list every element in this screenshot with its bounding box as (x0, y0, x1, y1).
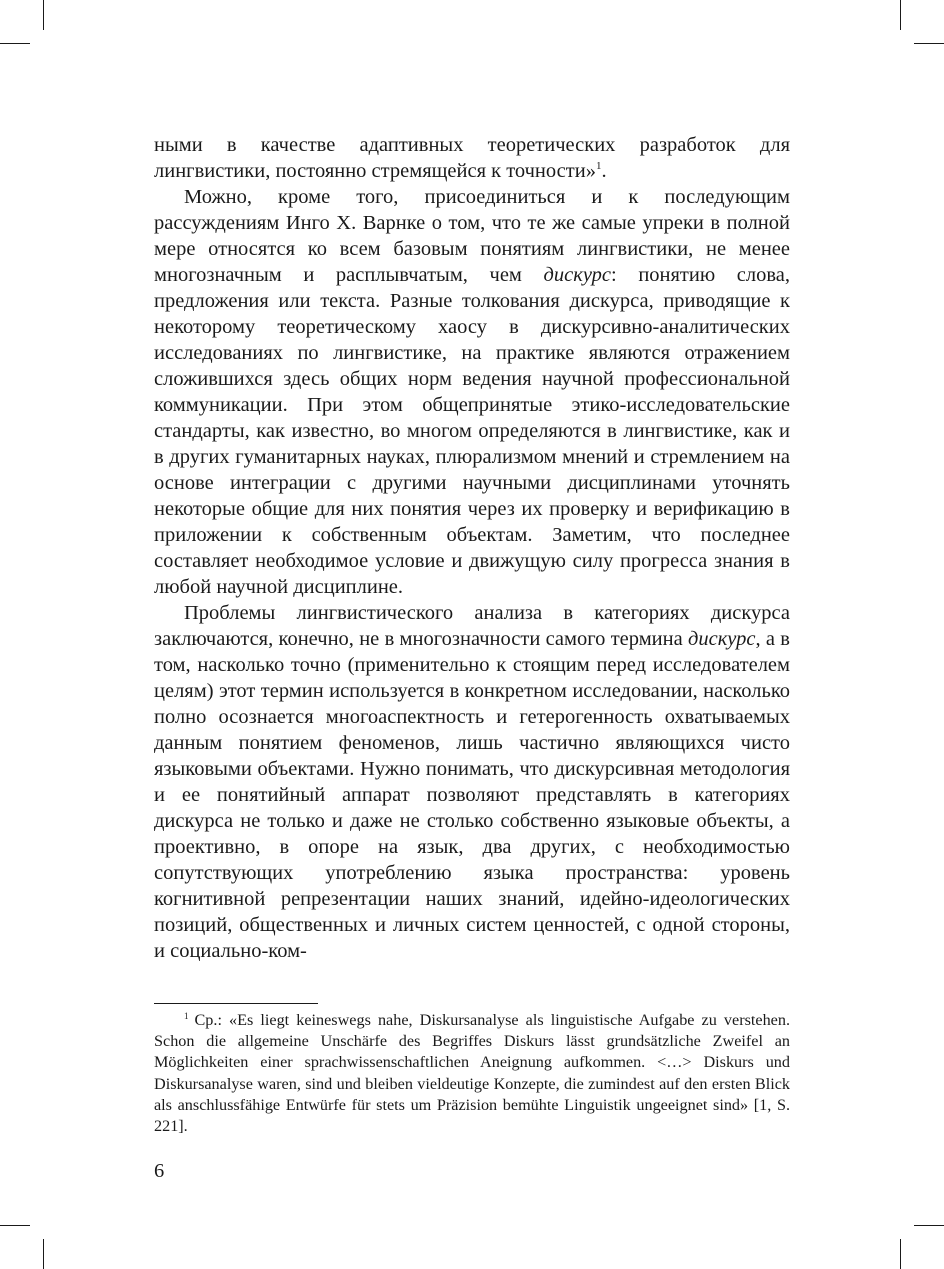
paragraph-2 (154, 184, 790, 600)
paragraph-3-emphasis: дискурс (688, 628, 756, 650)
paragraph-3-text-end: , а в том, насколько точно (применительно к стоящим перед исследователем целям) этот термин используется в конкретном исследовании, насколько полно осознается многоаспектность и гетерогенность охватываемых данным понятием феноменов, лишь частично являющихся чисто языковыми объектами. Нужно понимать, что дискурсивная методология и ее понятийный аппарат позволяют представлять в категориях дискурса не только и даже не столько собственно языковые объекты, а проективно, в опоре на язык, два других, с необходимостью сопутствующих употреблению языка пространства: уровень когнитивной репрезентации наших знаний, идейно-идеологических позиций, общественных и личных систем ценностей, с одной стороны, и социально-ком- (154, 628, 790, 962)
crop-mark-top-left-horizontal (0, 43, 30, 44)
crop-mark-bottom-left-vertical (43, 1239, 44, 1269)
paragraph-2-emphasis: дискурс (543, 264, 612, 286)
paragraph-3 (154, 600, 790, 964)
crop-mark-bottom-right-vertical (900, 1239, 901, 1269)
crop-mark-bottom-left-horizontal (0, 1225, 30, 1226)
footnote-text: Ср.: «Es liegt keineswegs nahe, Diskursanalyse als linguistische Aufgabe zu verstehen. Schon die allgemeine Unschärfe des Begriffes Diskurs lässt grundsätzliche Zweifel an Möglichkeiten einer sprachwissenschaftlichen Aneignung aufkommen. <…> Diskurs und Diskursanalyse waren, sind und bleiben vieldeutige Konzepte, die zumindest auf den ersten Blick als anschlussfähige Entwürfe für stets um Präzision bemühte Linguistik ungeeignet sind» [1, S. 221]. (154, 1011, 790, 1136)
page-number: 6 (154, 1160, 165, 1182)
footnote-separator (154, 1003, 318, 1004)
crop-mark-top-left-vertical (43, 0, 44, 30)
footnote-number: 1 (184, 1010, 189, 1021)
paragraph-3-text-start: Проблемы лингвистического анализа в категориях дискурса заключаются, конечно, не в многозначности самого термина (154, 602, 790, 650)
paragraph-1-text: ными в качестве адаптивных теоретических разработок для лингвистики, постоянно стремящейся к точности» (154, 134, 790, 182)
crop-mark-top-right-horizontal (914, 43, 944, 44)
footnote-reference[interactable]: 1 (595, 160, 602, 173)
crop-mark-bottom-right-horizontal (914, 1225, 944, 1226)
footnote (154, 1010, 790, 1137)
crop-mark-top-right-vertical (900, 0, 901, 30)
main-text (154, 132, 790, 964)
paragraph-1 (154, 132, 790, 184)
paragraph-1-text-end: . (601, 160, 607, 182)
paragraph-2-text-end: : понятию слова, предложения или текста. Разные толкования дискурса, приводящие к некоторому теоретическому хаосу в дискурсивно-аналитических исследованиях по лингвистике, на практике являются отражением сложившихся здесь общих норм ведения научной профессиональной коммуникации. При этом общепринятые этико-исследовательские стандарты, как известно, во многом определяются в лингвистике, как и в других гуманитарных науках, плюрализмом мнений и стремлением на основе интеграции с другими научными дисциплинами уточнять некоторые общие для них понятия через их проверку и верификацию в приложении к собственным объектам. Заметим, что последнее составляет необходимое условие и движущую силу прогресса знания в любой научной дисциплине. (154, 264, 790, 598)
paragraph-2-text-start: Можно, кроме того, присоединиться и к последующим рассуждениям Инго Х. Варнке о том, что те же самые упреки в полной мере относятся ко всем базовым понятиям лингвистики, не менее многозначным и расплывчатым, чем (154, 186, 790, 286)
